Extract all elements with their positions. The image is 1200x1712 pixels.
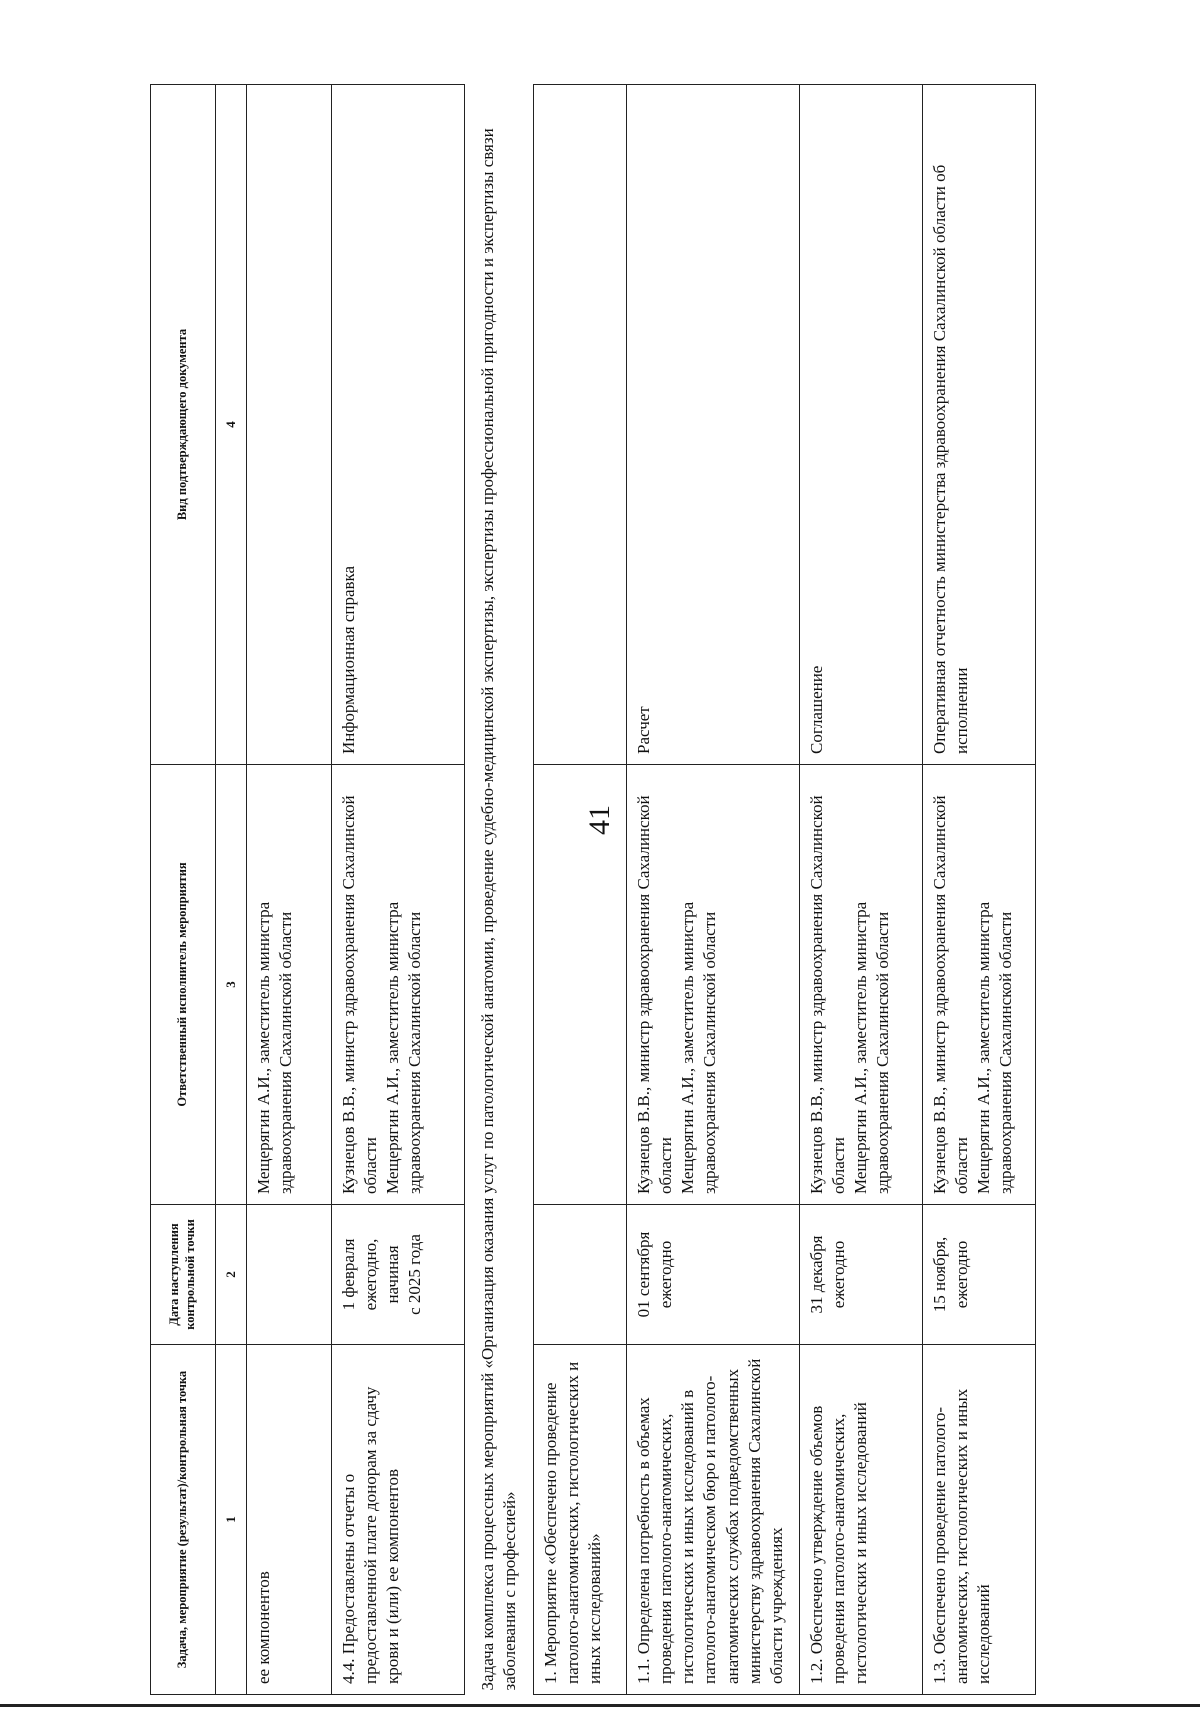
header-document: Вид подтверждающего документа bbox=[151, 85, 216, 765]
document-cell: Информационная справка bbox=[332, 85, 465, 765]
responsible-line: Мещерягин А.И., заместитель министра здравоохранения Сахалинской области bbox=[678, 901, 720, 1194]
column-number: 3 bbox=[216, 765, 247, 1205]
date-line: начиная bbox=[383, 1245, 403, 1304]
column-number: 4 bbox=[216, 85, 247, 765]
date-line: 01 сентября bbox=[634, 1231, 654, 1318]
responsible-cell bbox=[332, 765, 465, 1205]
date-cell bbox=[923, 1205, 1036, 1345]
date-line: ежегодно bbox=[656, 1240, 676, 1309]
responsible-cell bbox=[534, 765, 627, 1205]
table-row bbox=[534, 85, 627, 1695]
document-cell bbox=[247, 85, 332, 765]
task-heading: Задача комплекса процессных мероприятий «Организация оказания услуг по патологической анатомии, проведение судебно-медицинской экспертизы, экспертизы профессиональной пригодности и экспертизы связи заболевания с профессией» bbox=[465, 85, 534, 1695]
responsible-line: Кузнецов В.В., министр здравоохранения Сахалинской области bbox=[930, 795, 972, 1194]
responsible-cell: Мещерягин А.И., заместитель министра здравоохранения Сахалинской области bbox=[247, 765, 332, 1205]
table-row bbox=[332, 85, 465, 1695]
header-date: Дата наступления контрольной точки bbox=[151, 1205, 216, 1345]
table-row bbox=[800, 85, 923, 1695]
responsible-line: Мещерягин А.И., заместитель министра здравоохранения Сахалинской области bbox=[851, 901, 893, 1194]
date-cell bbox=[332, 1205, 465, 1345]
responsible-line: Кузнецов В.В., министр здравоохранения Сахалинской области bbox=[807, 795, 849, 1194]
date-line: ежегодно bbox=[952, 1240, 972, 1309]
date-line: 1 февраля bbox=[339, 1238, 358, 1311]
task-cell: 1.1. Определена потребность в объемах проведения патолого-анатомических, гистологических и иных исследований в патолого-анатомическом бюро и патолого-анатомических службах подведомственных министерству здравоохранения Сахалинской области учреждениях bbox=[627, 1345, 800, 1695]
responsible-cell bbox=[627, 765, 800, 1205]
column-number-row bbox=[216, 85, 247, 1695]
document-cell bbox=[534, 85, 627, 765]
events-table bbox=[150, 84, 1036, 1695]
date-line: ежегодно bbox=[829, 1240, 849, 1309]
document-cell: Расчет bbox=[627, 85, 800, 765]
table-row bbox=[923, 85, 1036, 1695]
page-number: 41 bbox=[583, 805, 616, 835]
table-row bbox=[627, 85, 800, 1695]
responsible-line: Мещерягин А.И., заместитель министра здравоохранения Сахалинской области bbox=[974, 901, 1016, 1194]
column-number: 1 bbox=[216, 1345, 247, 1695]
date-cell bbox=[247, 1205, 332, 1345]
responsible-cell bbox=[923, 765, 1036, 1205]
task-cell: ее компонентов bbox=[247, 1345, 332, 1695]
table-row bbox=[247, 85, 332, 1695]
task-heading-row bbox=[465, 85, 534, 1695]
task-cell: 1. Мероприятие «Обеспечено проведение патолого-анатомических, гистологических и иных исследований» bbox=[534, 1345, 627, 1695]
document-cell: Соглашение bbox=[800, 85, 923, 765]
date-cell bbox=[627, 1205, 800, 1345]
header-responsible: Ответственный исполнитель мероприятия bbox=[151, 765, 216, 1205]
responsible-line: Мещерягин А.И., заместитель министра здравоохранения Сахалинской области bbox=[383, 901, 425, 1194]
date-line: 31 декабря bbox=[807, 1235, 827, 1314]
task-cell: 1.3. Обеспечено проведение патолого-анатомических, гистологических и иных исследований bbox=[923, 1345, 1036, 1695]
document-cell: Оперативная отчетность министерства здравоохранения Сахалинской области об исполнении bbox=[923, 85, 1036, 765]
task-cell: 1.2. Обеспечено утверждение объемов проведения патолого-анатомических, гистологических и иных исследований bbox=[800, 1345, 923, 1695]
header-row bbox=[151, 85, 216, 1695]
rotated-table-container bbox=[150, 85, 1060, 1695]
date-cell bbox=[800, 1205, 923, 1345]
date-line: 15 ноября, bbox=[930, 1236, 950, 1313]
date-line: ежегодно, bbox=[361, 1238, 381, 1311]
responsible-line: Кузнецов В.В., министр здравоохранения Сахалинской области bbox=[634, 795, 676, 1194]
date-line: с 2025 года bbox=[405, 1234, 425, 1315]
bottom-rule bbox=[0, 1704, 1200, 1707]
date-cell bbox=[534, 1205, 627, 1345]
task-cell: 4.4. Предоставлены отчеты о предоставленной плате донорам за сдачу крови и (или) ее компонентов bbox=[332, 1345, 465, 1695]
header-task: Задача, мероприятие (результат)/контрольная точка bbox=[151, 1345, 216, 1695]
responsible-line: Кузнецов В.В., министр здравоохранения Сахалинской области bbox=[339, 795, 381, 1194]
column-number: 2 bbox=[216, 1205, 247, 1345]
responsible-cell bbox=[800, 765, 923, 1205]
